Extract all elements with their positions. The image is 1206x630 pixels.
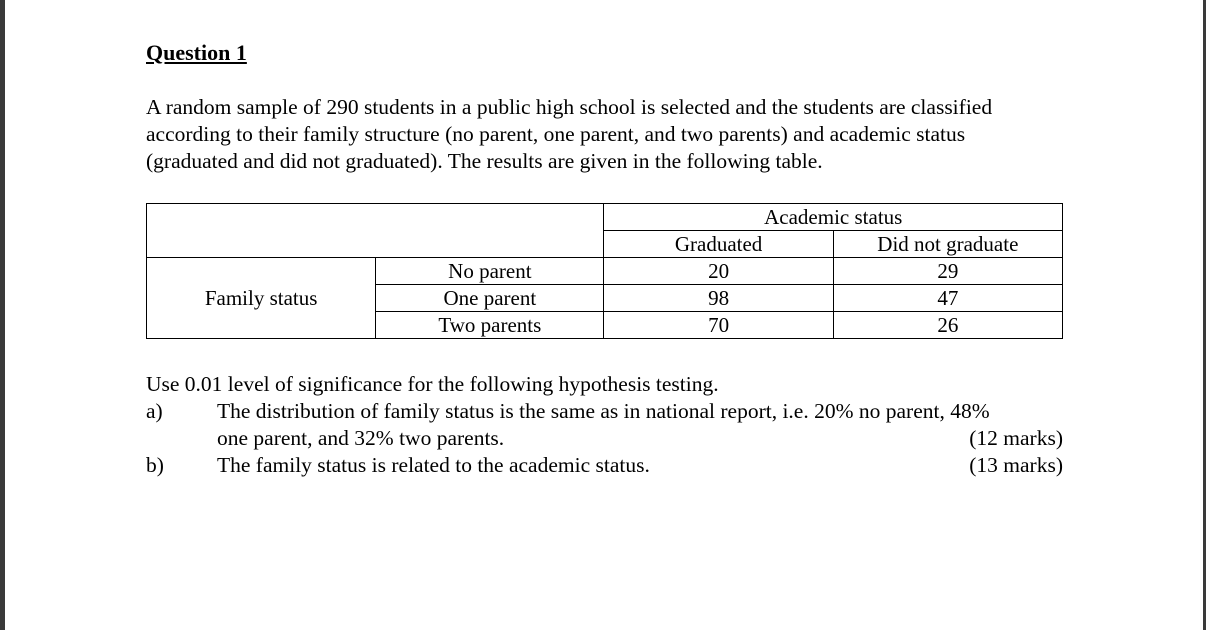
cell-two-parents-graduated: 70 (604, 312, 833, 339)
cell-two-parents-not-graduated: 26 (833, 312, 1062, 339)
part-b-label: b) (146, 453, 164, 477)
row-label-one-parent: One parent (376, 285, 604, 312)
part-a-line-2: one parent, and 32% two parents. (217, 426, 505, 450)
left-window-edge (0, 0, 5, 630)
part-a-label: a) (146, 399, 163, 423)
question-part-b (146, 452, 1063, 479)
table-row (147, 258, 1063, 285)
intro-line-2: according to their family structure (no parent, one parent, and two parents) and academic status (146, 122, 966, 146)
cell-one-parent-not-graduated: 47 (833, 285, 1062, 312)
question-intro (146, 94, 1064, 175)
intro-line-3: (graduated and did not graduated). The results are given in the following table. (146, 149, 823, 173)
contingency-table (146, 203, 1063, 339)
did-not-graduate-header: Did not graduate (833, 231, 1062, 258)
part-a-text (217, 398, 1063, 452)
cell-no-parent-graduated: 20 (604, 258, 833, 285)
row-label-no-parent: No parent (376, 258, 604, 285)
cell-one-parent-graduated: 98 (604, 285, 833, 312)
table-corner-cell (147, 204, 604, 258)
instructions-lead: Use 0.01 level of significance for the following hypothesis testing. (146, 372, 719, 396)
graduated-header: Graduated (604, 231, 833, 258)
part-a-marks: (12 marks) (969, 426, 1063, 450)
academic-status-header: Academic status (604, 204, 1063, 231)
question-title: Question 1 (146, 40, 247, 65)
table-header-row-1 (147, 204, 1063, 231)
part-b-text (217, 452, 1063, 479)
part-b-marks: (13 marks) (969, 453, 1063, 477)
family-status-header: Family status (147, 258, 376, 339)
row-label-two-parents: Two parents (376, 312, 604, 339)
question-part-a (146, 398, 1063, 452)
part-b-line-1: The family status is related to the academic status. (217, 453, 650, 477)
part-a-line-1: The distribution of family status is the same as in national report, i.e. 20% no parent, 48% (217, 399, 990, 423)
cell-no-parent-not-graduated: 29 (833, 258, 1062, 285)
intro-line-1: A random sample of 290 students in a public high school is selected and the students are classified (146, 95, 993, 119)
